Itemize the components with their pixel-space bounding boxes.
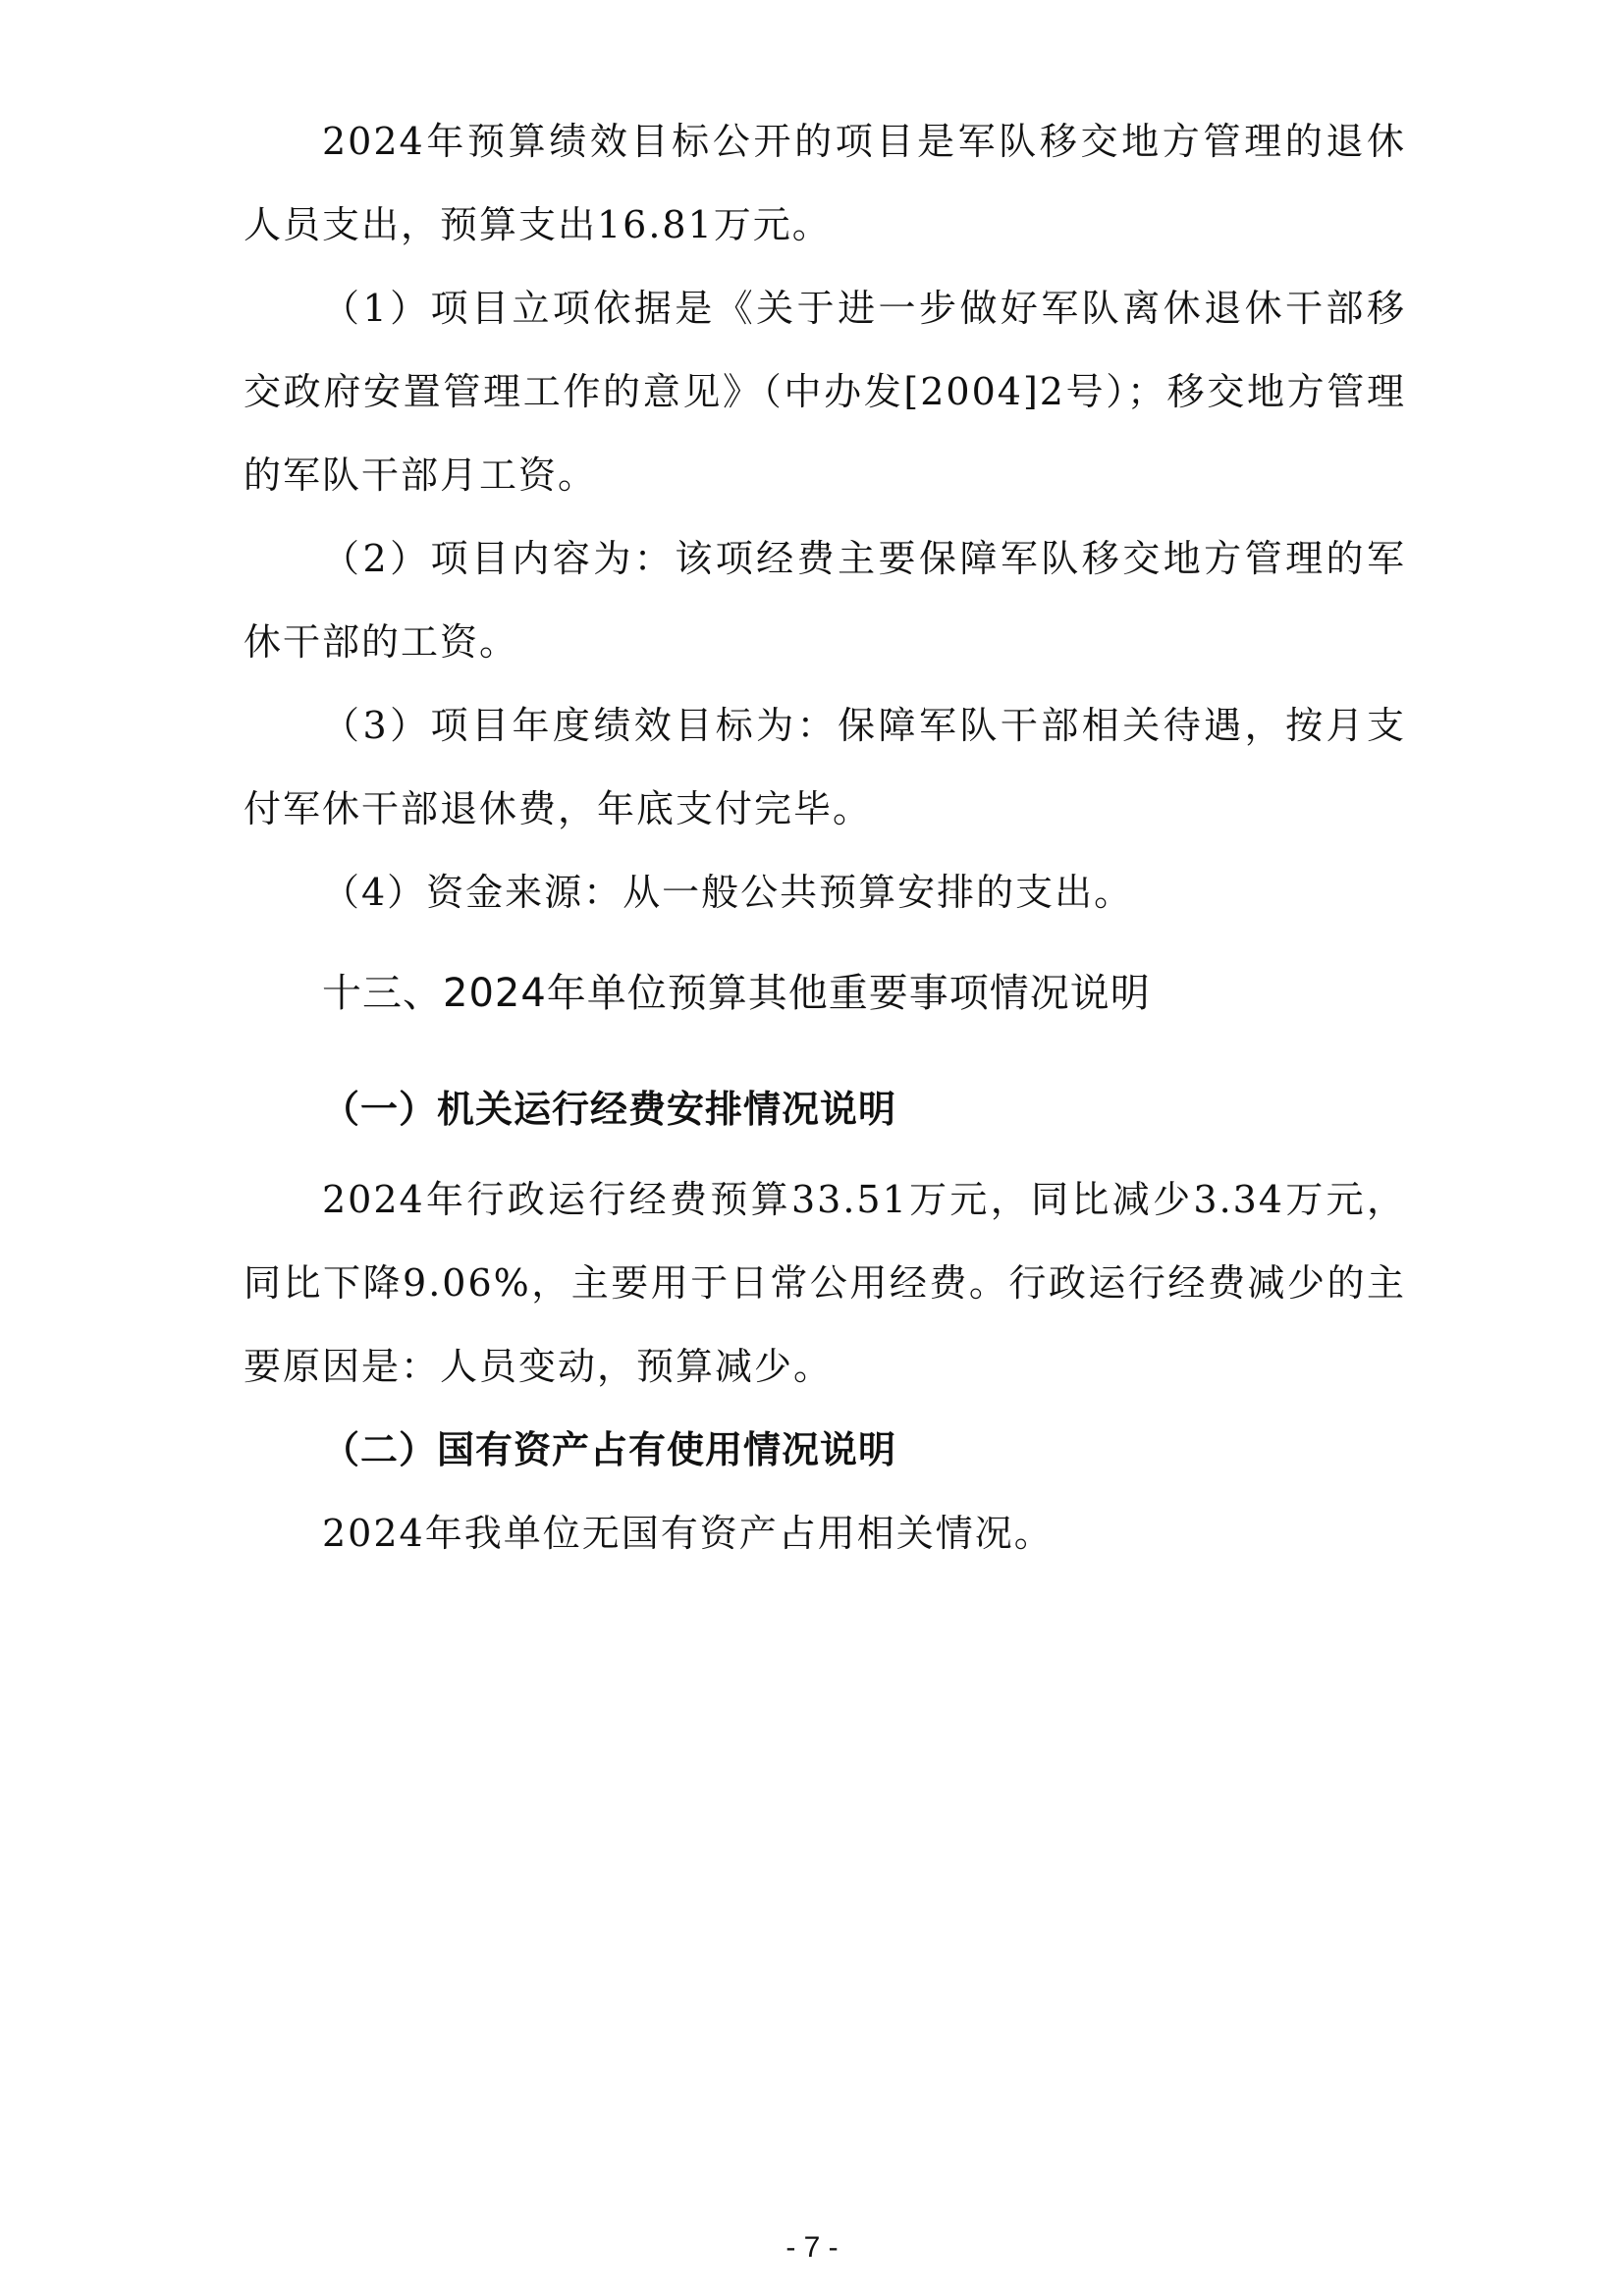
page-number: - 7 - [785, 2231, 839, 2264]
paragraph-project-content: （2）项目内容为：该项经费主要保障军队移交地方管理的军休干部的工资。 [244, 537, 1406, 664]
section-heading-13: 十三、2024年单位预算其他重要事项情况说明 [322, 971, 1151, 1016]
paragraph-funding-source: （4）资金来源：从一般公共预算安排的支出。 [322, 871, 1134, 914]
subsection-heading-1: （一）机关运行经费安排情况说明 [322, 1088, 897, 1131]
paragraph-operating-expenses: 2024年行政运行经费预算33.51万元，同比减少3.34万元，同比下降9.06%，主要用于日常公用经费。行政运行经费减少的主要原因是：人员变动，预算减少。 [244, 1178, 1406, 1388]
paragraph-project-basis: （1）项目立项依据是《关于进一步做好军队离休退休干部移交政府安置管理工作的意见》（中办发[2004]2号）；移交地方管理的军队干部月工资。 [244, 287, 1406, 497]
paragraph-performance-goal: （3）项目年度绩效目标为：保障军队干部相关待遇，按月支付军休干部退休费，年底支付完毕。 [244, 704, 1406, 830]
document-page [244, 0, 1406, 2296]
subsection-heading-2: （二）国有资产占有使用情况说明 [322, 1428, 897, 1471]
paragraph-state-assets: 2024年我单位无国有资产占用相关情况。 [322, 1512, 1054, 1555]
paragraph-performance-intro: 2024年预算绩效目标公开的项目是军队移交地方管理的退休人员支出，预算支出16.81万元。 [244, 120, 1406, 246]
